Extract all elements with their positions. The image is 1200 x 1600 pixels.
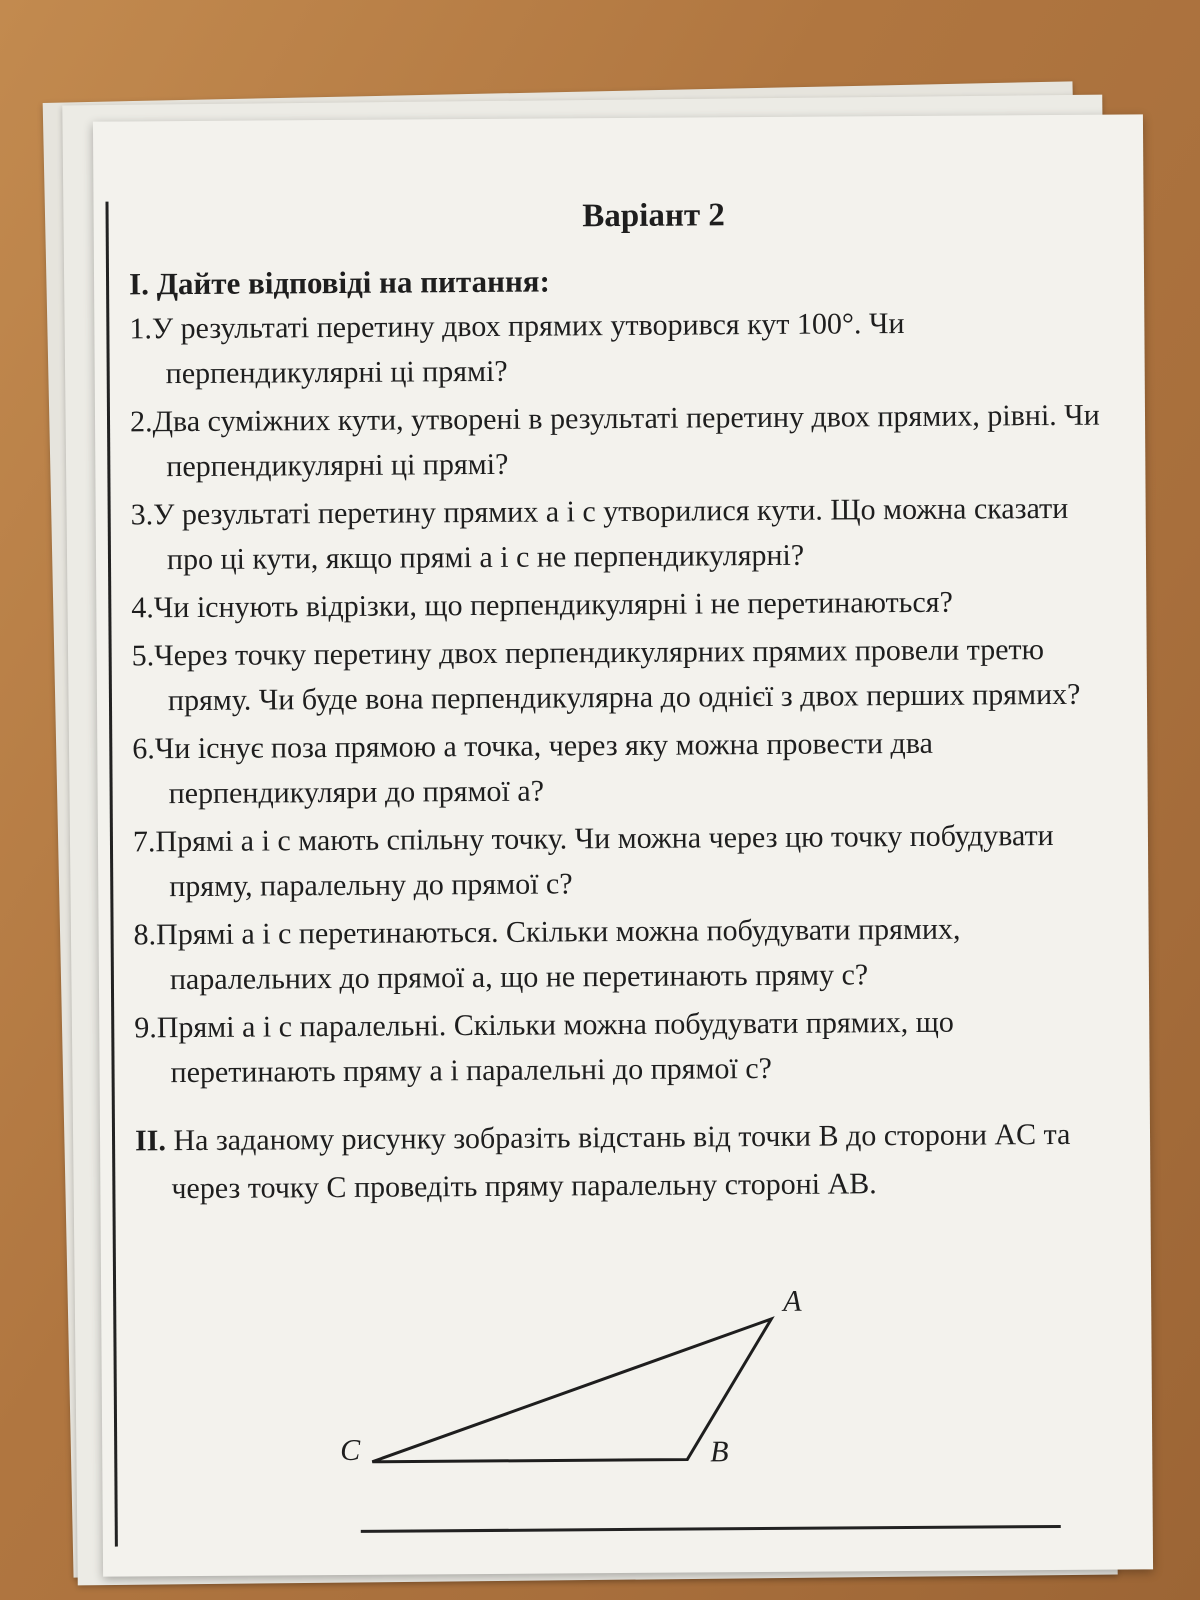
page-frame-bottom xyxy=(361,1525,1061,1533)
question-item: 7.Прямі a і c мають спільну точку. Чи можна через цю точку побудувати пряму, паралельну до прямої c? xyxy=(132,818,1054,904)
question-item: 9.Прямі a і c паралельні. Скільки можна побудувати прямих, що перетинають пряму a і паралельні до прямої с? xyxy=(134,1005,954,1090)
question-item: 6.Чи існує поза прямою a точка, через яку можна провести два перпендикуляри до прямої а? xyxy=(132,726,933,811)
variant-title: Варіант 2 xyxy=(582,197,725,235)
question-item: 2.Два суміжних кути, утворені в результаті перетину двох прямих, рівні. Чи перпендикулярні ці прямі? xyxy=(129,398,1100,484)
page-frame-left xyxy=(105,202,117,1547)
worksheet-content xyxy=(128,195,1125,1214)
question-item: 5.Через точку перетину двох перпендикулярних прямих провели третю пряму. Чи буде вона перпендикулярна до однієї з двох перших прямих? xyxy=(131,633,1081,718)
triangle-figure xyxy=(340,1284,822,1500)
triangle-svg xyxy=(340,1284,822,1500)
section-1-heading: І. Дайте відповіді на питання: xyxy=(128,263,550,302)
question-item: 4.Чи існують відрізки, що перпендикулярні і не перетинаються? xyxy=(131,585,953,625)
question-item: 3.У результаті перетину прямих a і c утворилися кути. Що можна сказати про ці кути, якщо прямі a і c не перпендикулярні? xyxy=(130,491,1069,577)
section-2-text: На заданому рисунку зобразіть відстань від точки B до сторони AC та через точку C проведіть пряму паралельну стороні AB. xyxy=(171,1117,1071,1206)
question-item: 1.У результаті перетину двох прямих утворився кут 100°. Чи перпендикулярні ці прямі? xyxy=(129,307,905,391)
question-item: 8.Прямі a і c перетинаються. Скільки можна побудувати прямих, паралельних до прямої a, що не перетинають пряму c? xyxy=(133,912,961,997)
section-2-number: ІІ. xyxy=(134,1124,167,1158)
point-b-label: B xyxy=(710,1435,729,1469)
worksheet-page xyxy=(93,114,1153,1576)
point-c-label: C xyxy=(340,1433,361,1467)
point-a-label: A xyxy=(783,1284,802,1318)
section-2-task xyxy=(135,1111,1126,1214)
questions-list xyxy=(129,300,1124,1096)
